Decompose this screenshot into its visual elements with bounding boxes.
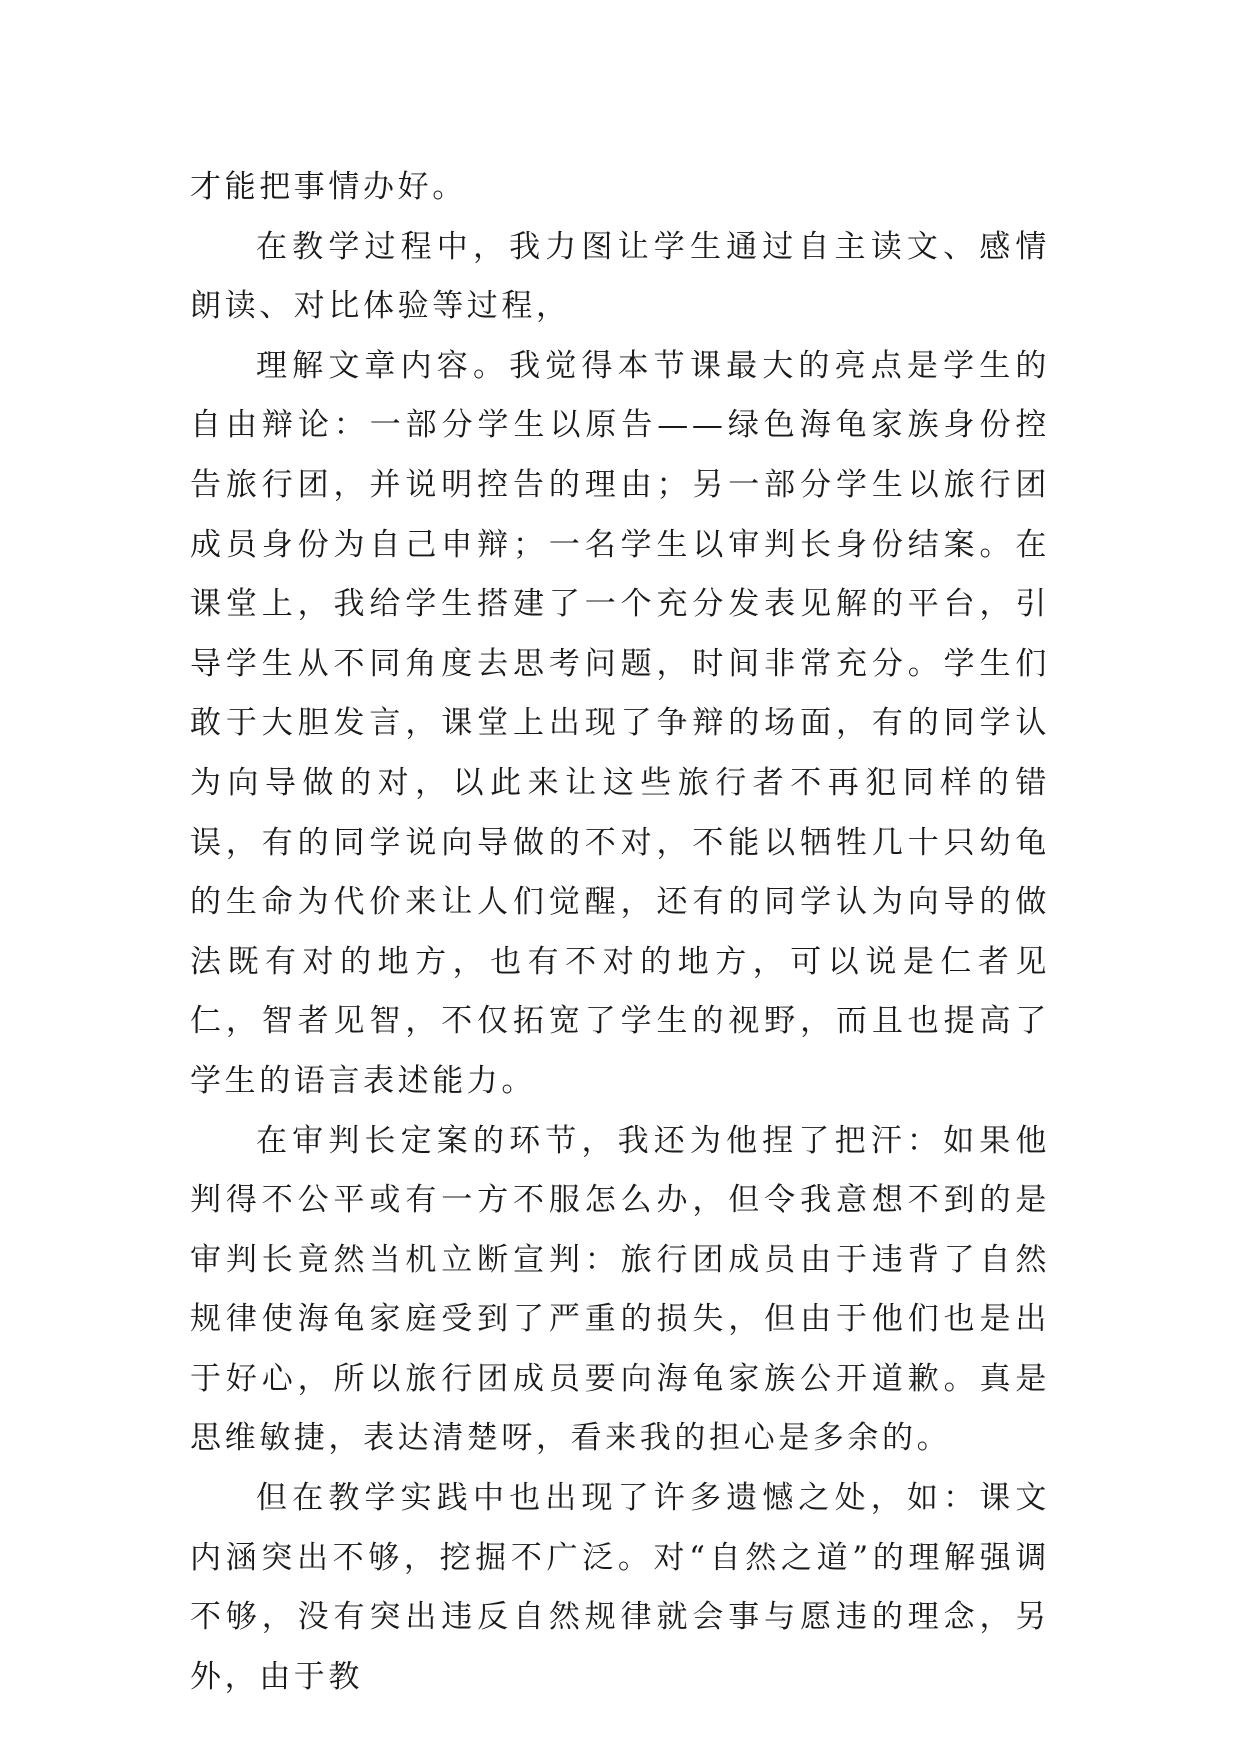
paragraph-teaching-process: 在教学过程中，我力图让学生通过自主读文、感情朗读、对比体验等过程， bbox=[190, 228, 1050, 325]
document-body bbox=[190, 158, 1050, 1707]
paragraph-continuation: 才能把事情办好。 bbox=[190, 169, 467, 205]
paragraph-judge-verdict: 在审判长定案的环节，我还为他捏了把汗：如果他判得不公平或有一方不服怎么办，但令我意想不到的是审判长竟然当机立断宣判：旅行团成员由于违背了自然规律使海龟家庭受到了严重的损失，但由于他们也是出于好心，所以旅行团成员要向海龟家族公开道歉。真是思维敏捷，表达清楚呀，看来我的担心是多余的。 bbox=[190, 1122, 1050, 1457]
paragraph-debate-highlight: 理解文章内容。我觉得本节课最大的亮点是学生的自由辩论：一部分学生以原告——绿色海龟家族身份控告旅行团，并说明控告的理由；另一部分学生以旅行团成员身份为自己申辩；一名学生以审判长身份结案。在课堂上，我给学生搭建了一个充分发表见解的平台，引导学生从不同角度去思考问题，时间非常充分。学生们敢于大胆发言，课堂上出现了争辩的场面，有的同学认为向导做的对，以此来让这些旅行者不再犯同样的错误，有的同学说向导做的不对，不能以牺牲几十只幼龟的生命为代价来让人们觉醒，还有的同学认为向导的做法既有对的地方，也有不对的地方，可以说是仁者见仁，智者见智，不仅拓宽了学生的视野，而且也提高了学生的语言表述能力。 bbox=[190, 347, 1050, 1099]
paragraph-regrets: 但在教学实践中也出现了许多遗憾之处，如：课文内涵突出不够，挖掘不广泛。对“自然之道”的理解强调不够，没有突出违反自然规律就会事与愿违的理念，另外，由于教 bbox=[190, 1480, 1050, 1695]
